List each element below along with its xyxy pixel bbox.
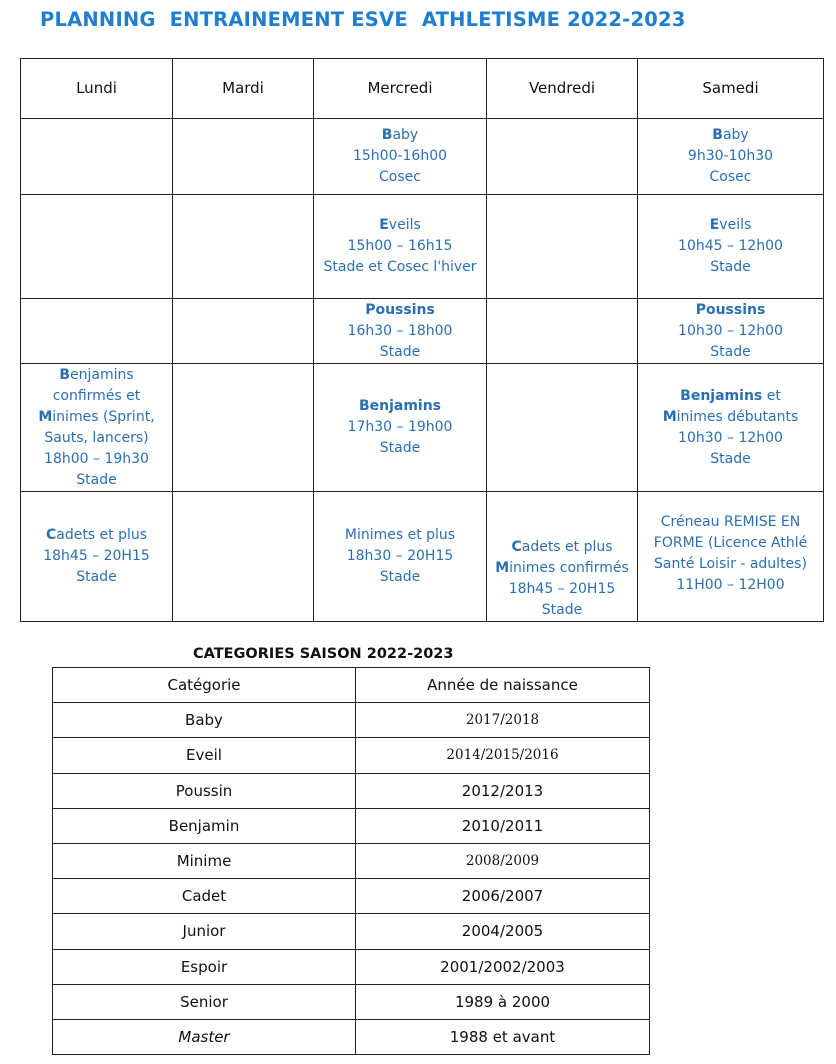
slot-line [640, 512, 821, 533]
slot-line-initial: Benjamins [680, 387, 763, 404]
slot-line [489, 579, 635, 600]
category-birth-years: 2004/2005 [356, 914, 650, 949]
slot-line-text: 17h30 – 19h00 [347, 419, 453, 435]
slot-line [23, 428, 170, 449]
category-name: Cadet [53, 879, 356, 914]
slot-line-text: Stade [379, 569, 421, 585]
slot-line-text: aby [722, 127, 749, 143]
slot-line [23, 546, 170, 567]
slot-line-text: Stade et Cosec l'hiver [323, 259, 477, 275]
slot-line-text: Créneau REMISE EN [660, 514, 801, 530]
slot-line-text: 11H00 – 12H00 [676, 577, 785, 593]
category-birth-years: 2008/2009 [356, 843, 650, 878]
category-row [53, 1019, 650, 1054]
planning-cell [638, 364, 824, 492]
planning-cell [314, 119, 487, 195]
slot-line-text: Sauts, lancers) [44, 429, 149, 446]
slot-line-initial: M [662, 408, 677, 425]
slot-line [23, 386, 170, 407]
category-birth-years: 2006/2007 [356, 879, 650, 914]
planning-cell [487, 364, 638, 492]
category-row [53, 843, 650, 878]
slot-line-initial: Benjamins [358, 398, 442, 414]
category-name: Senior [53, 984, 356, 1019]
slot-line-text: 15h00 – 16h15 [347, 238, 453, 254]
slot-line [489, 600, 635, 621]
day-header-samedi: Samedi [638, 59, 824, 119]
slot-line-text: inimes (Sprint, [52, 408, 155, 425]
slot-line [316, 300, 484, 321]
planning-table [20, 58, 824, 622]
slot-line-text: Minimes et plus [344, 527, 456, 543]
slot-line [489, 537, 635, 558]
slot-line-text: adets et plus [56, 527, 148, 543]
slot-line [640, 215, 821, 236]
category-birth-years: 2014/2015/2016 [356, 738, 650, 773]
slot-line-text: FORME (Licence Athlé [653, 535, 808, 551]
categories-table [52, 667, 650, 1055]
category-header: Catégorie [53, 668, 356, 703]
slot-line-text: Stade [710, 259, 751, 275]
slot-line-text: Stade [379, 343, 421, 360]
slot-line [316, 236, 484, 257]
slot-line [316, 167, 484, 188]
planning-cell [173, 195, 314, 299]
birth-year-header: Année de naissance [356, 668, 650, 703]
planning-row [21, 299, 824, 364]
slot-line-text: enjamins [70, 366, 134, 383]
slot-line-text: 18h45 – 20H15 [43, 548, 150, 564]
slot-line-text: Stade [541, 602, 583, 618]
slot-line [640, 146, 821, 167]
planning-cell [638, 195, 824, 299]
slot-line-text: 18h45 – 20H15 [508, 581, 616, 597]
slot-line-text: 10h30 – 12h00 [678, 429, 783, 446]
slot-line [316, 257, 484, 278]
category-birth-years: 2001/2002/2003 [356, 949, 650, 984]
day-header-mardi: Mardi [173, 59, 314, 119]
slot-line-text: Santé Loisir - adultes) [654, 556, 807, 572]
planning-cell [638, 119, 824, 195]
slot-line-text: veils [388, 217, 421, 233]
slot-line [316, 146, 484, 167]
slot-line-initial: Poussins [365, 301, 435, 318]
planning-cell [21, 299, 173, 364]
category-name: Baby [53, 703, 356, 738]
planning-cell [314, 299, 487, 364]
slot-line-text: Stade [76, 471, 117, 488]
slot-line [640, 167, 821, 188]
page-title: PLANNING ENTRAINEMENT ESVE ATHLETISME 2022-2023 [40, 8, 686, 31]
slot-line-text: Cosec [709, 169, 752, 185]
category-row [53, 879, 650, 914]
slot-line-initial: C [511, 539, 522, 555]
slot-line [316, 321, 484, 342]
planning-cell [21, 119, 173, 195]
slot-line-text: inimes confirmés [509, 560, 629, 576]
slot-line-text: confirmés et [52, 387, 141, 404]
slot-line-text: 15h00-16h00 [352, 148, 448, 164]
slot-line [316, 396, 484, 417]
planning-cell [314, 364, 487, 492]
category-birth-years: 2017/2018 [356, 703, 650, 738]
planning-cell [487, 119, 638, 195]
slot-line-text: Stade [710, 343, 751, 360]
day-header-lundi: Lundi [21, 59, 173, 119]
slot-line [316, 525, 484, 546]
category-name: Benjamin [53, 808, 356, 843]
planning-cell [21, 364, 173, 492]
slot-line [23, 567, 170, 588]
planning-cell [173, 364, 314, 492]
category-birth-years: 2012/2013 [356, 773, 650, 808]
category-row [53, 949, 650, 984]
slot-line [640, 533, 821, 554]
day-header-mercredi: Mercredi [314, 59, 487, 119]
slot-line-text: 10h30 – 12h00 [678, 322, 783, 339]
category-row [53, 738, 650, 773]
slot-line [640, 321, 821, 342]
planning-row [21, 195, 824, 299]
category-name: Master [53, 1019, 356, 1054]
slot-line [316, 215, 484, 236]
slot-line [640, 575, 821, 596]
category-name: Junior [53, 914, 356, 949]
day-header-vendredi: Vendredi [487, 59, 638, 119]
planning-cell [314, 492, 487, 622]
slot-line [640, 386, 821, 407]
slot-line [640, 257, 821, 278]
planning-cell [21, 195, 173, 299]
category-name: Minime [53, 843, 356, 878]
slot-line [316, 125, 484, 146]
slot-line [23, 470, 170, 491]
slot-line-text: et [762, 387, 781, 404]
planning-cell [173, 119, 314, 195]
categories-title: CATEGORIES SAISON 2022-2023 [193, 646, 454, 662]
planning-cell [314, 195, 487, 299]
slot-line [640, 236, 821, 257]
category-birth-years: 1988 et avant [356, 1019, 650, 1054]
category-name: Espoir [53, 949, 356, 984]
planning-cell [638, 492, 824, 622]
category-row [53, 984, 650, 1019]
planning-header-row [21, 59, 824, 119]
category-birth-years: 2010/2011 [356, 808, 650, 843]
slot-line [640, 407, 821, 428]
slot-line-initial: M [38, 408, 53, 425]
slot-line [489, 558, 635, 579]
slot-line-text: 18h00 – 19h30 [44, 450, 149, 467]
slot-line-text: 9h30-10h30 [687, 148, 774, 164]
slot-line [23, 407, 170, 428]
planning-cell [487, 299, 638, 364]
slot-line-initial: E [379, 217, 389, 233]
planning-cell [638, 299, 824, 364]
slot-line [316, 417, 484, 438]
slot-line-text: Cosec [379, 169, 421, 185]
categories-header-row [53, 668, 650, 703]
slot-line-text: veils [719, 217, 752, 233]
slot-line [316, 438, 484, 459]
slot-line-initial: B [381, 127, 393, 143]
slot-line [640, 554, 821, 575]
slot-line-text: 10h45 – 12h00 [678, 238, 783, 254]
planning-cell [487, 195, 638, 299]
slot-line [640, 125, 821, 146]
category-name: Eveil [53, 738, 356, 773]
slot-line [23, 525, 170, 546]
category-name: Poussin [53, 773, 356, 808]
category-row [53, 808, 650, 843]
slot-line-text: 18h30 – 20H15 [346, 548, 454, 564]
slot-line [316, 567, 484, 588]
slot-line-initial: C [45, 527, 57, 543]
slot-line-initial: E [709, 217, 720, 233]
slot-line-text: aby [392, 127, 419, 143]
planning-cell [173, 299, 314, 364]
slot-line-initial: Poussins [695, 301, 766, 318]
category-row [53, 703, 650, 738]
planning-cell [173, 492, 314, 622]
slot-line [316, 342, 484, 363]
slot-line [316, 546, 484, 567]
category-row [53, 773, 650, 808]
slot-line-text: adets et plus [521, 539, 613, 555]
slot-line-text: 16h30 – 18h00 [347, 322, 453, 339]
slot-line [640, 342, 821, 363]
slot-line [23, 365, 170, 386]
category-birth-years: 1989 à 2000 [356, 984, 650, 1019]
slot-line [640, 428, 821, 449]
slot-line-text: Stade [710, 450, 751, 467]
planning-row [21, 492, 824, 622]
slot-line [640, 449, 821, 470]
slot-line-initial: B [712, 127, 723, 143]
slot-line [23, 449, 170, 470]
slot-line-text: inimes débutants [676, 408, 799, 425]
planning-row [21, 119, 824, 195]
category-row [53, 914, 650, 949]
planning-cell [487, 492, 638, 622]
slot-line-initial: B [59, 366, 70, 383]
slot-line-text: Stade [76, 569, 117, 585]
planning-cell [21, 492, 173, 622]
planning-row [21, 364, 824, 492]
slot-line [640, 300, 821, 321]
slot-line-initial: M [495, 560, 510, 576]
slot-line-text: Stade [379, 440, 421, 456]
